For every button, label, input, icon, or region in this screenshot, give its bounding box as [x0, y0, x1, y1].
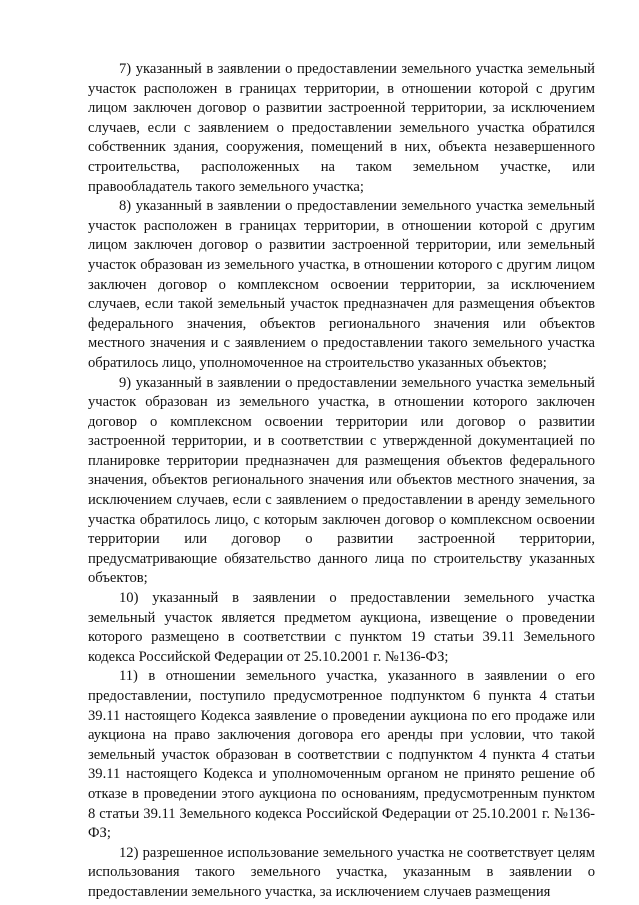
paragraph-item-8: 8) указанный в заявлении о предоставлении земельного участка земельный участок расположен в границах территории, в отношении которой с другим лицом заключен договор о развитии застроенной территории, или земельный участок образован из земельного участка, в отношении которого с другим лицом заключен договор о комплексном освоении территории, за исключением случаев, если такой земельный участок предназначен для размещения объектов федерального значения, объектов регионального значения или объектов местного значения и с заявлением о предоставлении такого земельного участка обратилось лицо, уполномоченное на строительство указанных объектов;	[88, 198, 595, 371]
document-page	[88, 60, 595, 903]
paragraph-item-12: 12) разрешенное использование земельного участка не соответствует целям использования такого земельного участка, указанным в заявлении о предоставлении земельного участка, за исключением случаев размещения	[88, 844, 595, 900]
paragraph-item-7: 7) указанный в заявлении о предоставлении земельного участка земельный участок расположен в границах территории, в отношении которой с другим лицом заключен договор о развитии застроенной территории, за исключением случаев, если с заявлением о предоставлении земельного участка обратился собственник здания, сооружения, помещений в них, объекта незавершенного строительства, расположенных на таком земельном участке, или правообладатель такого земельного участка;	[88, 61, 595, 195]
paragraph-item-9: 9) указанный в заявлении о предоставлении земельного участка земельный участок образован из земельного участка, в отношении которого заключен договор о комплексном освоении территории или договор о развитии застроенной территории, и в соответствии с утвержденной документацией по планировке территории предназначен для размещения объектов федерального значения, объектов регионального значения или объектов местного значения, за исключением случаев, если с заявлением о предоставлении в аренду земельного участка обратилось лицо, с которым заключен договор о комплексном освоении территории или договор о развитии застроенной территории, предусматривающие обязательство данного лица по строительству указанных объектов;	[88, 374, 595, 587]
paragraph-item-11: 11) в отношении земельного участка, указанного в заявлении о его предоставлении, поступило предусмотренное подпунктом 6 пункта 4 статьи 39.11 настоящего Кодекса заявление о проведении аукциона по его продаже или аукциона на право заключения договора его аренды при условии, что такой земельный участок образован в соответствии с подпунктом 4 пункта 4 статьи 39.11 настоящего Кодекса и уполномоченным органом не принято решение об отказе в проведении этого аукциона по основаниям, предусмотренным пунктом 8 статьи 39.11 Земельного кодекса Российской Федерации от 25.10.2001 г. №136-ФЗ;	[88, 668, 595, 842]
paragraph-item-10: 10) указанный в заявлении о предоставлении земельного участка земельный участок является предметом аукциона, извещение о проведении которого размещено в соответствии с пунктом 19 статьи 39.11 Земельного кодекса Российской Федерации от 25.10.2001 г. №136-ФЗ;	[88, 590, 595, 665]
